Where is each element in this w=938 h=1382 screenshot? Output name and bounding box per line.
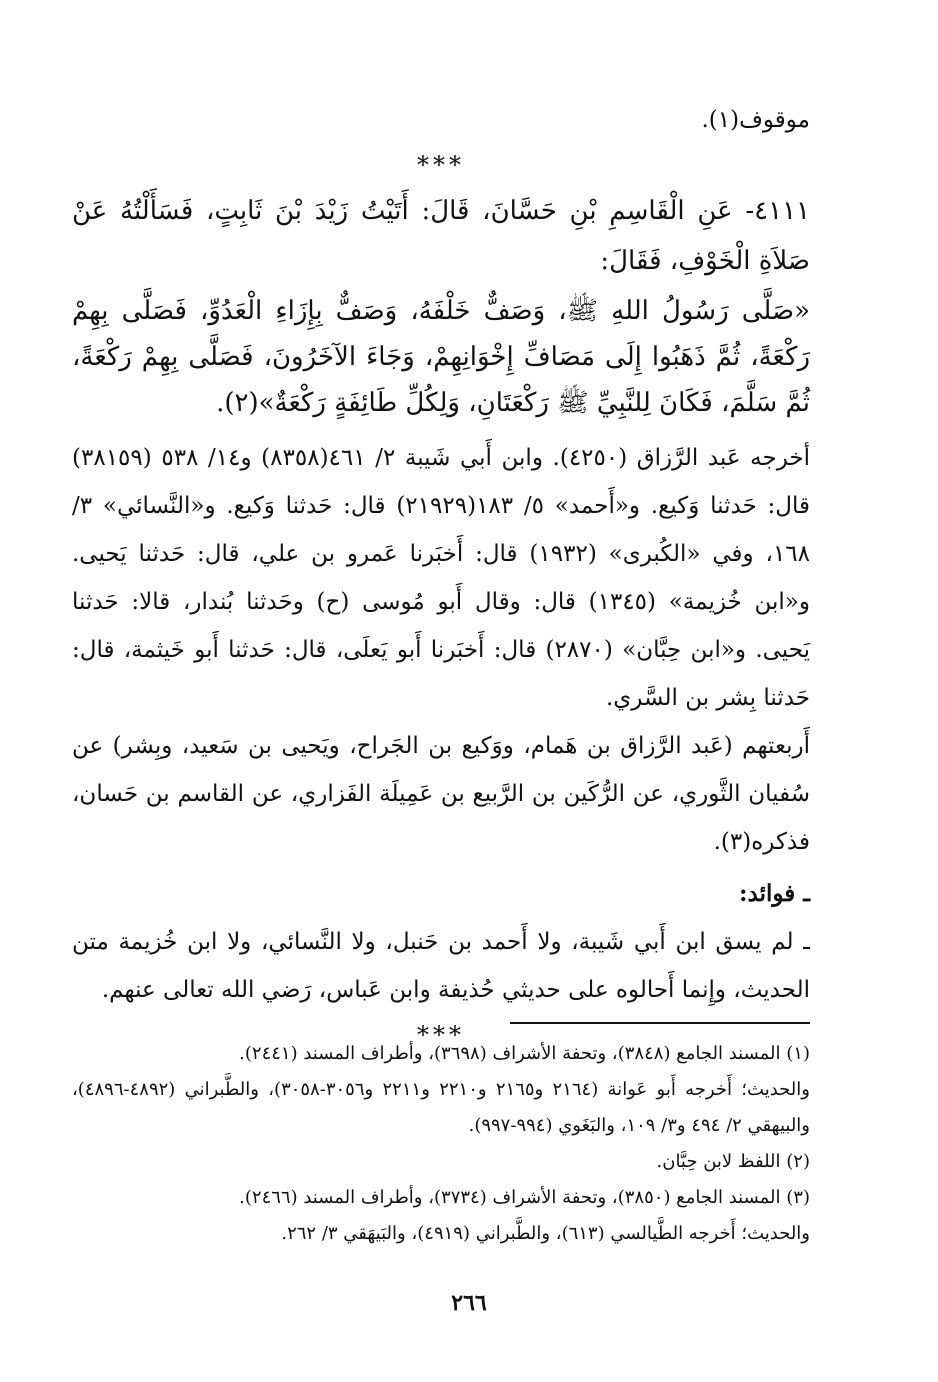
section-separator-end: *** bbox=[417, 1021, 465, 1049]
section-separator: *** bbox=[417, 151, 465, 179]
footnote-3-continuation: والحديث؛ أَخرجه الطَّيالسي (٦١٣)، والطَّبراني (٤٩١٩)، والبَيهَقي ٣/ ٢٦٢. bbox=[281, 1223, 810, 1244]
takhrij-paragraph: أخرجه عَبد الرَّزاق (٤٢٥٠). وابن أَبي شَيبة ٢/ ٤٦١(٨٣٥٨) و١٤/ ٥٣٨ (٣٨١٥٩) قال: حَدثنا وَكيع. و«أَحمد» ٥/ ١٨٣(٢١٩٢٩) قال: حَدثنا وَكيع. و«النَّسائي» ٣/ ١٦٨، وفي «الكُبرى» (١٩٣٢) قال: أَخبَرنا عَمرو بن علي، قال: حَدثنا يَحيى. و«ابن خُزيمة» (١٣٤٥) قال: وقال أَبو مُوسى (ح) وحَدثنا بُندار، قالا: حَدثنا يَحيى. و«ابن حِبَّان» (٢٨٧٠) قال: أَخبَرنا أَبو يَعلَى، قال: حَدثنا أَبو خَيثمة، قال: حَدثنا بِشر بن السَّري. bbox=[72, 445, 810, 711]
footnotes bbox=[72, 1022, 810, 1252]
footnote-divider bbox=[510, 1022, 810, 1024]
footnote-3: (٣) المسند الجامع (٣٨٥٠)، وتحفة الأشراف (٣٧٣٤)، وأطراف المسند (٢٤٦٦). bbox=[239, 1187, 810, 1208]
hadith-header: ٤١١١- عَنِ الْقَاسِمِ بْنِ حَسَّانَ، قَالَ: أَتَيْتُ زَيْدَ بْنَ ثَابِتٍ، فَسَأَلْتُهُ عَنْ صَلاَةِ الْخَوْفِ، فَقَالَ: bbox=[72, 196, 810, 276]
footnote-1-continuation: والحديث؛ أَخرجه أَبو عَوانة (٢١٦٤ و٢١٦٥ و٢٢١٠ و٢٢١١ و٣٠٥٦-٣٠٥٨)، والطَّبراني (٤٨٩٢-٤٨٩٦)، والبيهقي ٢/ ٤٩٤ و٣/ ١٠٩، والبَغَوي (٩٩٤-٩٩٧). bbox=[72, 1079, 810, 1136]
page-number: ٢٦٦ bbox=[451, 1290, 487, 1316]
benefits-paragraph: ـ لم يسق ابن أَبي شَيبة، ولا أَحمد بن حَنبل، ولا النَّسائي، ولا ابن خُزيمة متن الحديث، وإِنما أَحالوه على حديثي حُذيفة وابن عَباس، رَضي الله تعالى عنهم. bbox=[72, 929, 810, 1003]
opening-line: موقوف(١). bbox=[701, 107, 810, 133]
footnote-1: (١) المسند الجامع (٣٨٤٨)، وتحفة الأشراف (٣٦٩٨)، وأطراف المسند (٢٤٤١). bbox=[239, 1043, 810, 1064]
sources-paragraph: أَربعتهم (عَبد الرَّزاق بن هَمام، ووَكيع بن الجَراح، ويَحيى بن سَعيد، وبِشر) عن سُفيان الثَّوري، عن الرُّكَين بن الرَّبيع بن عَمِيلَة الفَزاري، عن القاسم بن حَسان، فذكره(٣). bbox=[72, 733, 810, 855]
hadith-text: «صَلَّى رَسُولُ اللهِ ﷺ، وَصَفٌّ خَلْفَهُ، وَصَفٌّ بِإِزَاءِ الْعَدُوِّ، فَصَلَّى بِهِمْ رَكْعَةً، ثُمَّ ذَهَبُوا إِلَى مَصَافِّ إِخْوَانِهِمْ، وَجَاءَ الآخَرُونَ، فَصَلَّى بِهِمْ رَكْعَةً، ثُمَّ سَلَّمَ، فَكَانَ لِلنَّبِيِّ ﷺ رَكْعَتَانِ، وَلِكُلِّ طَائِفَةٍ رَكْعَةٌ»(٢). bbox=[72, 296, 811, 418]
main-text bbox=[72, 96, 810, 1056]
footnote-2: (٢) اللفظ لابن حِبَّان. bbox=[656, 1151, 810, 1172]
benefits-heading: ـ فوائد: bbox=[739, 880, 810, 907]
